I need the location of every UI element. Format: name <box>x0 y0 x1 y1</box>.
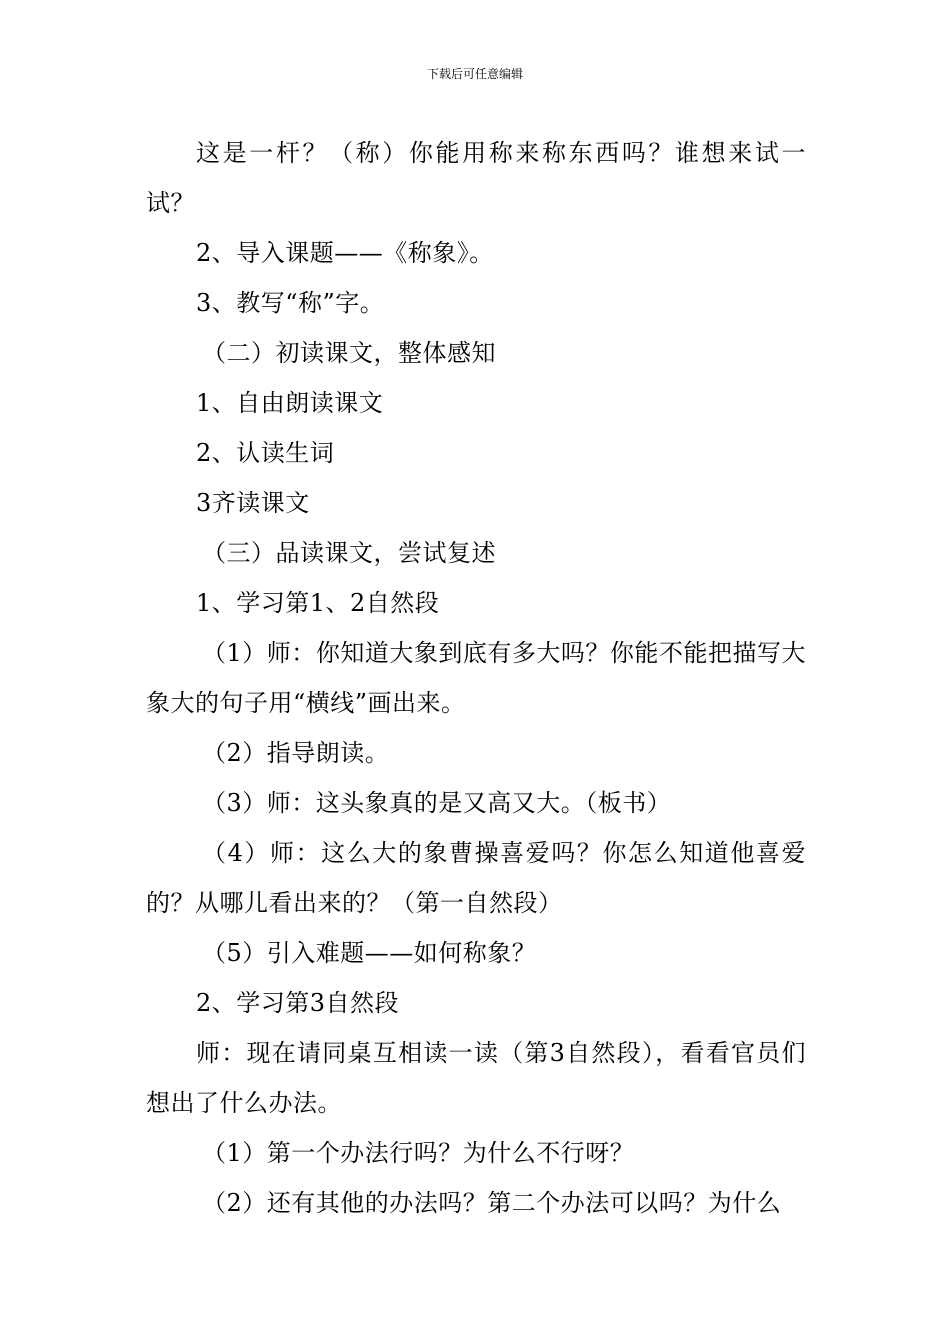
document-body <box>146 128 806 1228</box>
section-heading: （二）初读课文，整体感知 <box>202 339 496 367</box>
paragraph: （1）第一个办法行吗？为什么不行呀？ <box>202 1139 635 1167</box>
paragraph: （5）引入难题——如何称象？ <box>202 939 537 967</box>
paragraph: 1、学习第1、2自然段 <box>196 589 440 617</box>
paragraph: （4）师：这么大的象曹操喜爱吗？你怎么知道他喜爱的？从哪儿看出来的？（第一自然段） <box>146 839 806 917</box>
paragraph: （2）指导朗读。 <box>202 739 390 767</box>
paragraph: （2）还有其他的办法吗？第二个办法可以吗？为什么 <box>202 1189 782 1217</box>
paragraph: （3）师：这头象真的是又高又大。（板书） <box>202 789 672 817</box>
paragraph: 这是一杆？（称）你能用称来称东西吗？谁想来试一试？ <box>146 139 806 217</box>
paragraph: 师：现在请同桌互相读一读（第3自然段），看看官员们想出了什么办法。 <box>146 1039 806 1117</box>
paragraph: （1）师：你知道大象到底有多大吗？你能不能把描写大象大的句子用“横线”画出来。 <box>146 639 806 717</box>
paragraph: 2、导入课题——《称象》。 <box>196 239 494 267</box>
section-heading: （三）品读课文，尝试复述 <box>202 539 496 567</box>
paragraph: 3、教写“称”字。 <box>196 289 385 317</box>
page-header-note: 下载后可任意编辑 <box>426 67 523 81</box>
paragraph: 3齐读课文 <box>196 489 310 517</box>
paragraph: 2、学习第3自然段 <box>196 989 400 1017</box>
paragraph: 2、认读生词 <box>196 439 335 467</box>
paragraph: 1、自由朗读课文 <box>196 389 384 417</box>
